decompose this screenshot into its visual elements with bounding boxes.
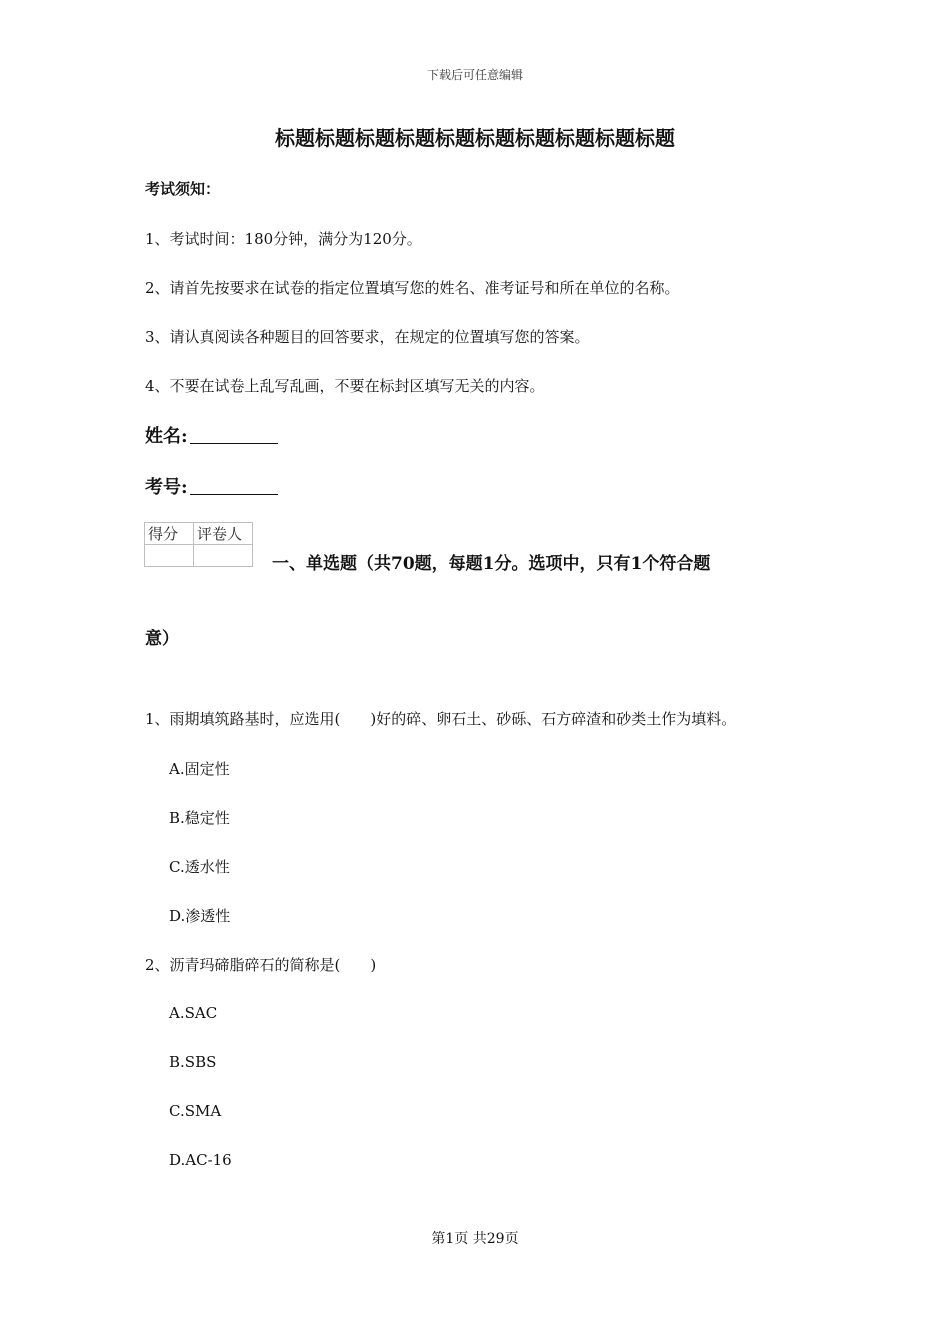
score-table-blank-row (145, 545, 253, 567)
question-option: D.AC-16 (169, 1151, 232, 1169)
document-title: 标题标题标题标题标题标题标题标题标题标题 (275, 126, 675, 150)
name-field (145, 422, 278, 448)
id-label: 考号: (145, 477, 188, 498)
question-option: D.渗透性 (169, 907, 231, 925)
notice-item: 4、不要在试卷上乱写乱画，不要在标封区填写无关的内容。 (145, 377, 545, 395)
header-note: 下载后可任意编辑 (426, 68, 523, 82)
question-option: B.SBS (169, 1053, 217, 1071)
page-footer: 第1页 共29页 (431, 1231, 519, 1247)
notice-item: 2、请首先按要求在试卷的指定位置填写您的姓名、准考证号和所在单位的名称。 (145, 279, 680, 297)
section-heading-continued: 意） (145, 629, 179, 649)
id-field (145, 473, 278, 499)
grader-blank-cell[interactable] (194, 545, 253, 567)
question-option: A.SAC (169, 1004, 218, 1022)
notice-heading: 考试须知： (145, 180, 221, 198)
notice-item: 1、考试时间：180分钟，满分为120分。 (145, 230, 422, 248)
grader-header-cell: 评卷人 (194, 523, 253, 545)
score-table-header-row (145, 523, 253, 545)
id-blank-line[interactable] (190, 493, 278, 495)
question-option: A.固定性 (169, 760, 230, 778)
question-option: B.稳定性 (169, 809, 230, 827)
score-blank-cell[interactable] (145, 545, 194, 567)
notice-item: 3、请认真阅读各种题目的回答要求，在规定的位置填写您的答案。 (145, 328, 590, 346)
question-stem: 2、沥青玛碲脂碎石的简称是( ) (145, 956, 377, 974)
question-option: C.透水性 (169, 858, 230, 876)
score-header-cell: 得分 (145, 523, 194, 545)
question-stem: 1、雨期填筑路基时，应选用( )好的碎、卵石土、砂砾、石方碎渣和砂类土作为填料。 (145, 710, 737, 728)
name-blank-line[interactable] (190, 442, 278, 444)
score-table (144, 522, 253, 567)
section-heading: 一、单选题（共70题，每题1分。选项中，只有1个符合题 (272, 554, 711, 574)
question-option: C.SMA (169, 1102, 222, 1120)
name-label: 姓名: (145, 426, 188, 447)
